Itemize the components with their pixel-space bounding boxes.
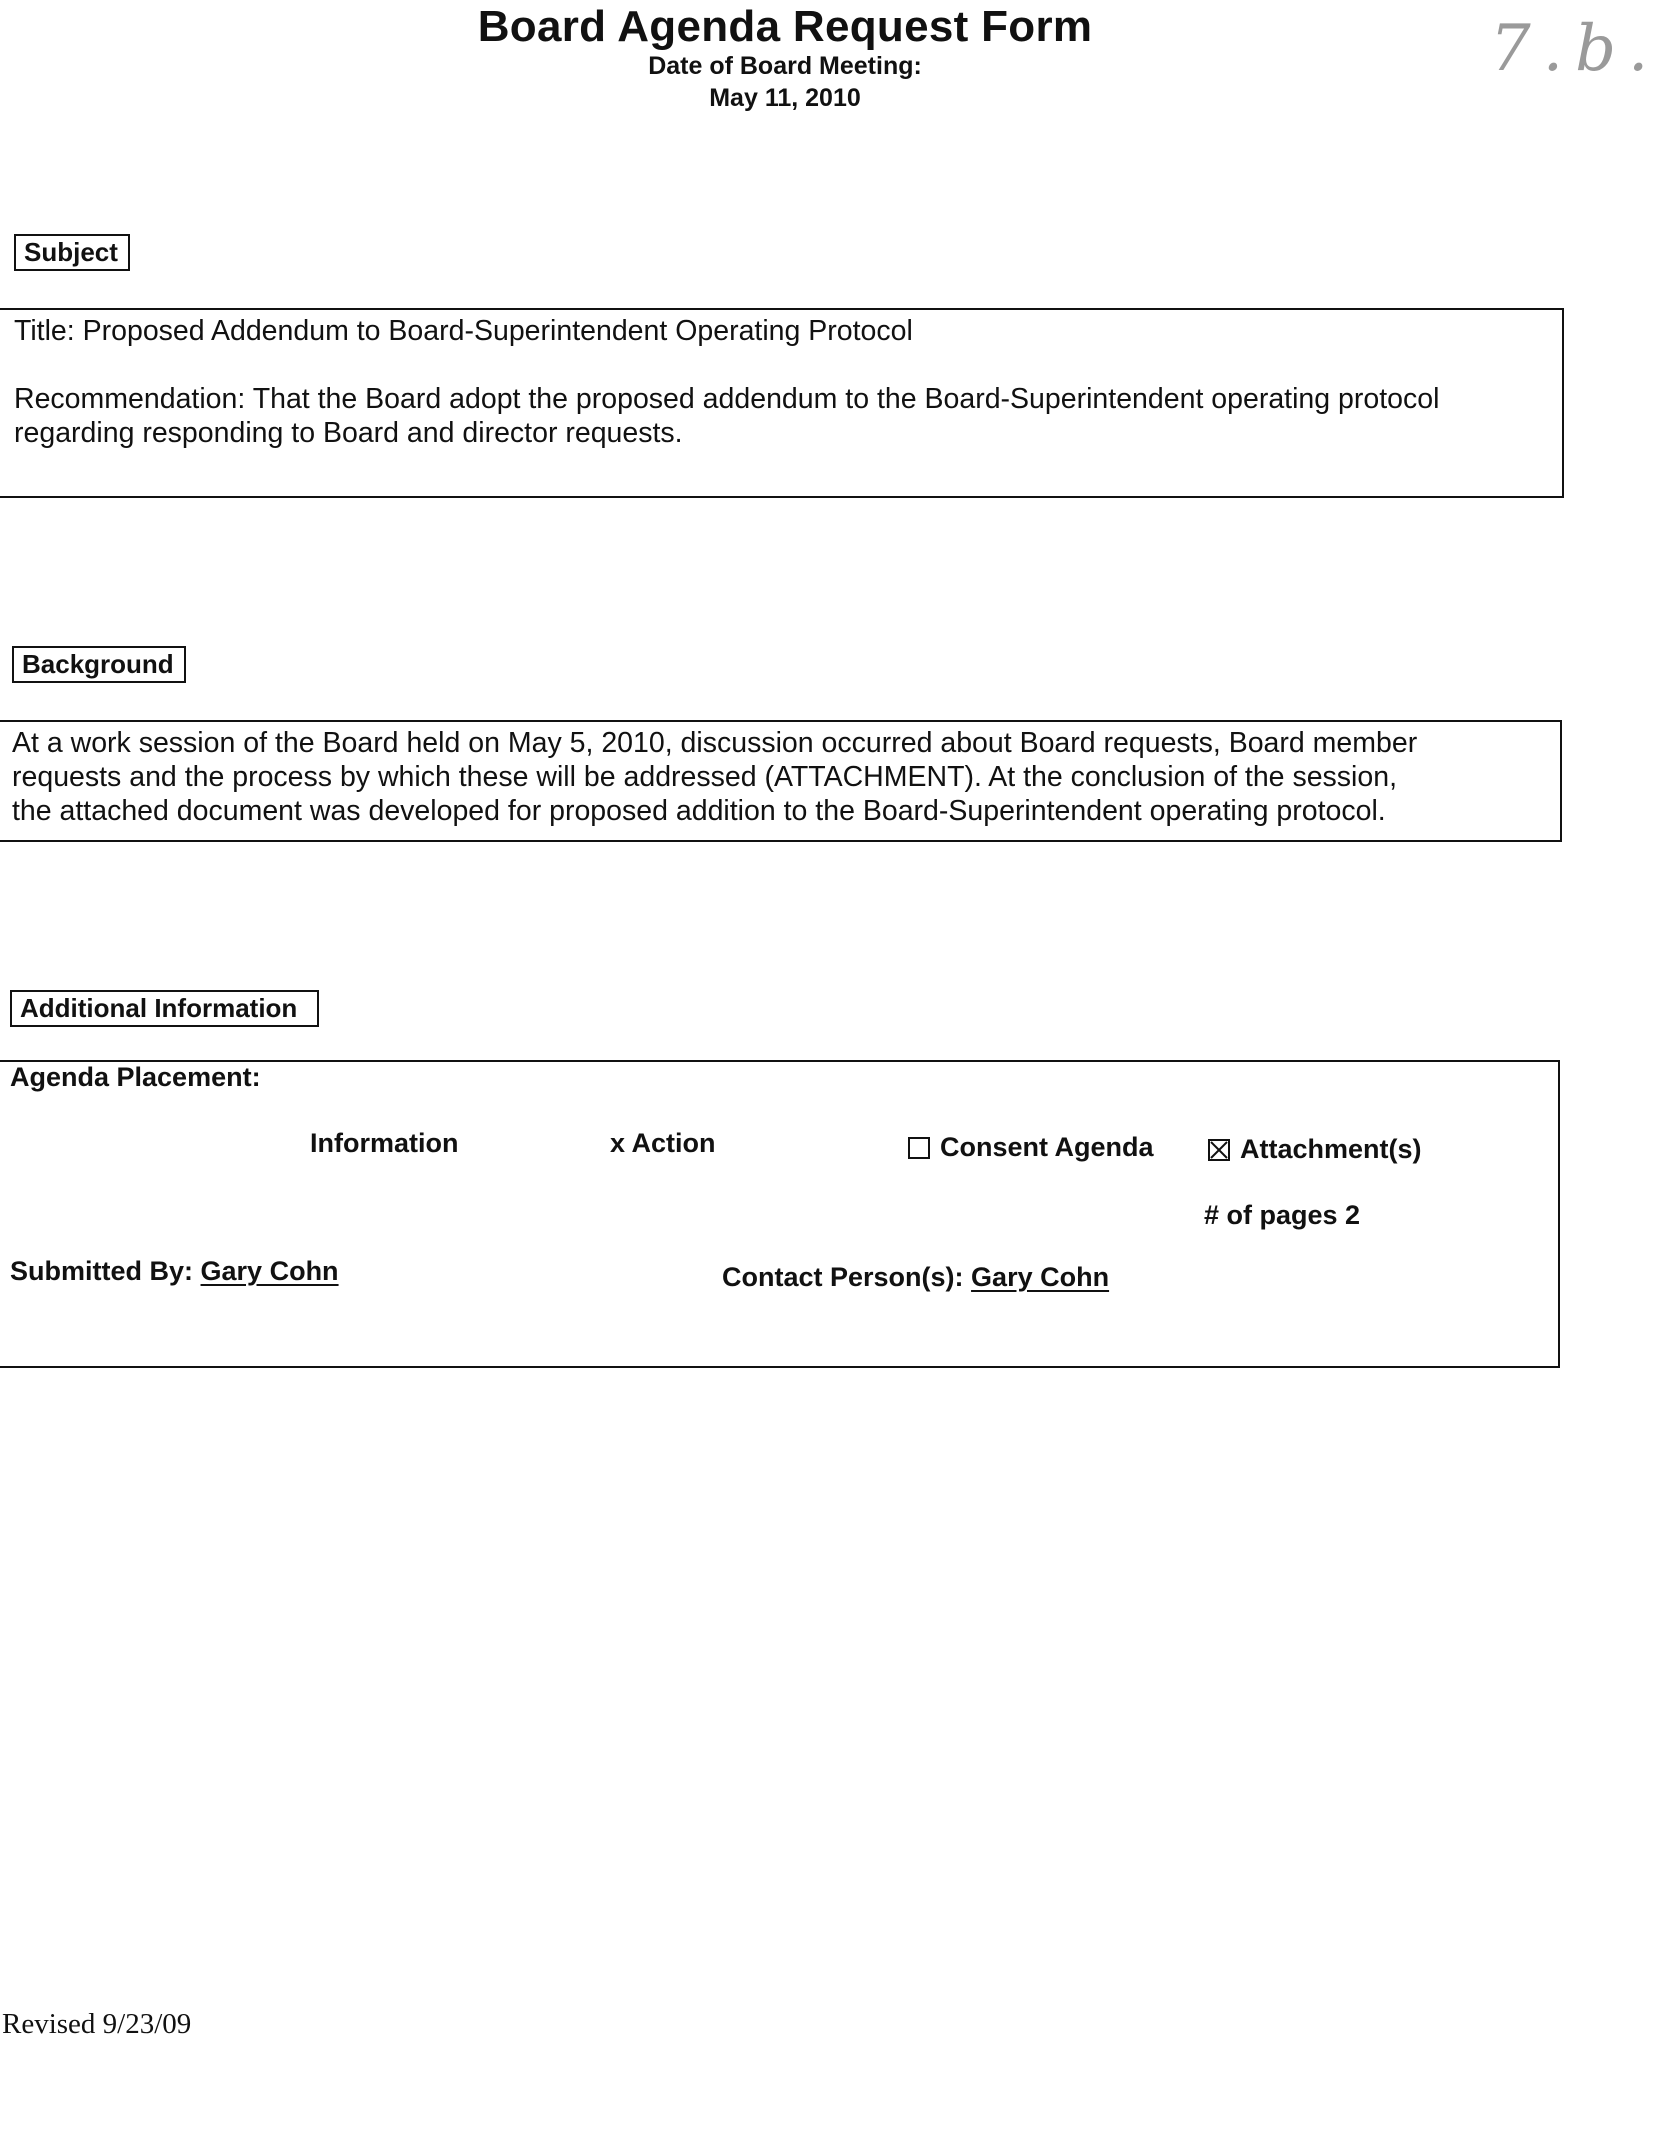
- pages-count: # of pages 2: [1204, 1200, 1361, 1230]
- contact-person-name: Gary Cohn: [971, 1262, 1110, 1292]
- submitted-by-label: Submitted By:: [10, 1256, 194, 1286]
- background-box: [0, 720, 1562, 842]
- additional-info-label: Additional Information: [10, 990, 319, 1027]
- information-option: Information: [310, 1128, 459, 1158]
- background-line-1: At a work session of the Board held on May 5, 2010, discussion occurred about Board requests, Board member: [12, 727, 1418, 759]
- submitted-by: [10, 1256, 339, 1287]
- background-line-3: the attached document was developed for proposed addition to the Board-Superintendent operating protocol.: [12, 795, 1386, 827]
- attachment-checkbox[interactable]: [1208, 1139, 1230, 1161]
- revision-note: Revised 9/23/09: [2, 2008, 192, 2040]
- background-label: Background: [12, 646, 186, 683]
- consent-agenda-checkbox[interactable]: [908, 1137, 930, 1159]
- action-option: x Action: [610, 1128, 716, 1158]
- additional-info-box: [0, 1060, 1560, 1368]
- submitted-by-name: Gary Cohn: [200, 1256, 339, 1286]
- recommendation-line-1: Recommendation: That the Board adopt the proposed addendum to the Board-Superintendent operating protocol: [14, 383, 1440, 415]
- meeting-date: May 11, 2010: [709, 84, 861, 112]
- checkbox-x-icon: [1210, 1141, 1228, 1159]
- handwritten-item-number: 7.b.: [1490, 12, 1661, 86]
- attachment-label: Attachment(s): [1240, 1134, 1422, 1164]
- agenda-placement-label: Agenda Placement:: [10, 1062, 261, 1092]
- attachment-option[interactable]: [1208, 1134, 1422, 1165]
- contact-person: [722, 1262, 1109, 1293]
- meeting-date-label: Date of Board Meeting:: [648, 52, 922, 80]
- subject-label: Subject: [14, 234, 130, 271]
- consent-agenda-option[interactable]: [908, 1132, 1154, 1163]
- background-line-2: requests and the process by which these will be addressed (ATTACHMENT). At the conclusion of the session,: [12, 761, 1398, 793]
- form-title: Board Agenda Request Form: [477, 2, 1093, 51]
- subject-box: [0, 308, 1564, 498]
- contact-person-label: Contact Person(s):: [722, 1262, 964, 1292]
- consent-agenda-label: Consent Agenda: [940, 1132, 1154, 1162]
- subject-title: Title: Proposed Addendum to Board-Superintendent Operating Protocol: [14, 315, 913, 347]
- recommendation-line-2: regarding responding to Board and director requests.: [14, 417, 683, 449]
